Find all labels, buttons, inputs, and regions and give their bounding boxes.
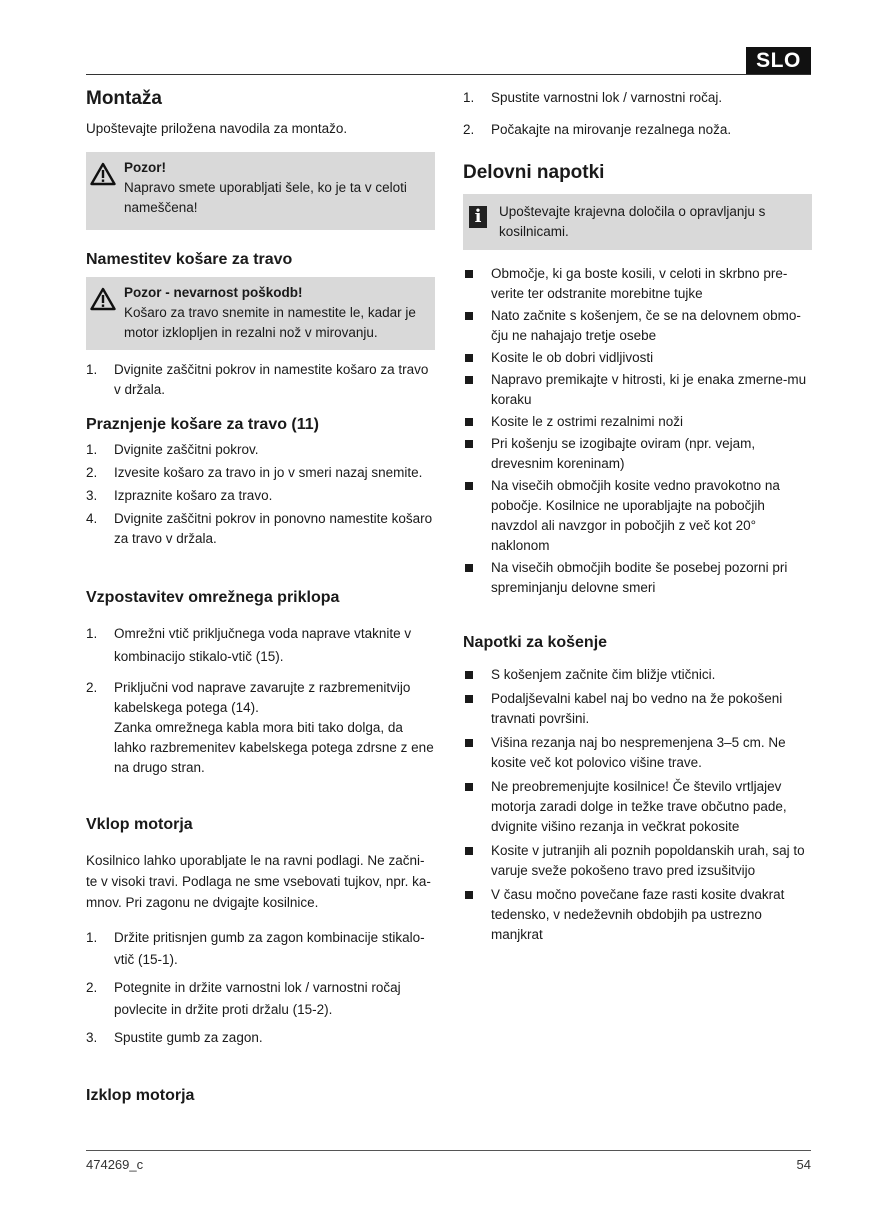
header-rule bbox=[86, 74, 811, 75]
info-icon: i bbox=[469, 206, 487, 228]
list-item: Pri košenju se izogibajte oviram (npr. vejam, drevesnim koreninam) bbox=[463, 434, 812, 474]
list-item: Višina rezanja naj bo nespremenjena 3–5 cm. Ne kosite več kot polovico višine trave. bbox=[463, 733, 812, 773]
delovni-list bbox=[463, 264, 812, 598]
list-item: Območje, ki ga boste kosili, v celoti in skrbno pre-verite ter odstranite morebitne tujke bbox=[463, 264, 812, 304]
bullet-icon bbox=[465, 847, 473, 855]
page-number: 54 bbox=[796, 1157, 811, 1172]
section-title-vklop: Vklop motorja bbox=[86, 816, 193, 833]
warning-text: Košaro za travo snemite in namestite le, kadar je motor izklopljen in rezalni nož v mirovanju. bbox=[124, 305, 416, 340]
vklop-steps bbox=[86, 927, 435, 1049]
list-item: Na visečih območjih kosite vedno pravokotno na pobočje. Kosilnice ne uporabljajte na pobočjih navzdol ali navzgor in pobočjih z več kot 20° naklonom bbox=[463, 476, 812, 556]
section-title-napotki: Napotki za košenje bbox=[463, 634, 608, 651]
list-item: 1. Spustite varnostni lok / varnostni ročaj. bbox=[463, 90, 723, 105]
bullet-icon bbox=[465, 418, 473, 426]
bullet-icon bbox=[465, 376, 473, 384]
list-item: 2. Potegnite in držite varnostni lok / varnostni ročaj povlecite in držite proti držalu (15-2). bbox=[86, 980, 401, 1017]
bullet-icon bbox=[465, 783, 473, 791]
bullet-icon bbox=[465, 739, 473, 747]
bullet-icon bbox=[465, 354, 473, 362]
document-code: 474269_c bbox=[86, 1157, 144, 1172]
list-item: 1. Dvignite zaščitni pokrov in namestite košaro za travo v držala. bbox=[86, 362, 429, 397]
bullet-icon bbox=[465, 482, 473, 490]
bullet-icon bbox=[465, 891, 473, 899]
list-item: 2. Izvesite košaro za travo in jo v smeri nazaj snemite. bbox=[86, 465, 423, 480]
list-item: Kosite v jutranjih ali poznih popoldanskih urah, saj to varuje sveže pokošeno travo pred izsušitvijo bbox=[463, 841, 812, 881]
list-item: 4. Dvignite zaščitni pokrov in ponovno namestite košaro za travo v držala. bbox=[86, 511, 433, 546]
bullet-icon bbox=[465, 695, 473, 703]
section-title-praznjenje: Praznjenje košare za travo (11) bbox=[86, 416, 319, 433]
list-item: Nato začnite s košenjem, če se na delovnem obmo-čju ne nahajajo tretje osebe bbox=[463, 306, 812, 346]
vzpostavitev-steps bbox=[86, 622, 435, 778]
list-item: Kosite le z ostrimi rezalnimi noži bbox=[463, 412, 812, 432]
warning-text: Napravo smete uporabljati šele, ko je ta v celoti nameščena! bbox=[124, 180, 407, 215]
list-item: 1. Omrežni vtič priključnega voda naprave vtaknite v kombinacijo stikalo-vtič (15). bbox=[86, 626, 412, 664]
list-item: V času močno povečane faze rasti kosite dvakrat tedensko, v nedeževnih obdobjih pa ustrezno manjkrat bbox=[463, 885, 812, 945]
section-title-izklop: Izklop motorja bbox=[86, 1087, 195, 1104]
language-badge: SLO bbox=[746, 47, 811, 75]
bullet-icon bbox=[465, 440, 473, 448]
list-item: 3. Spustite gumb za zagon. bbox=[86, 1030, 263, 1045]
bullet-icon bbox=[465, 270, 473, 278]
left-column bbox=[86, 88, 435, 1105]
warning-triangle-icon bbox=[90, 162, 116, 186]
info-text: Upoštevajte krajevna določila o opravljanju s kosilnicami. bbox=[499, 204, 766, 239]
list-item: 1. Dvignite zaščitni pokrov. bbox=[86, 442, 259, 457]
section-title-namestitev: Namestitev košare za travo bbox=[86, 251, 293, 268]
list-item: 3. Izpraznite košaro za travo. bbox=[86, 488, 273, 503]
section-title-delovni: Delovni napotki bbox=[463, 162, 605, 183]
list-item: Ne preobremenjujte kosilnice! Če število vrtljajev motorja zaradi dolge in težke trave občutno pade, dvignite višino rezanja in večkrat pokosite bbox=[463, 777, 812, 837]
right-column bbox=[463, 88, 812, 945]
bullet-icon bbox=[465, 671, 473, 679]
montaza-text: Upoštevajte priložena navodila za montažo. bbox=[86, 121, 348, 136]
warning-box-montaza bbox=[86, 152, 435, 230]
section-title-montaza: Montaža bbox=[86, 88, 162, 109]
list-item: 1. Držite pritisnjen gumb za zagon kombinacije stikalo-vtič (15-1). bbox=[86, 930, 425, 967]
warning-title: Pozor - nevarnost poškodb! bbox=[124, 285, 303, 300]
warning-box-namestitev bbox=[86, 277, 435, 350]
bullet-icon bbox=[465, 312, 473, 320]
list-item: 2. Priključni vod naprave zavarujte z razbremenitvijo kabelskega potega (14). Zanka omrežnega kabla mora biti tako dolga, da lahko razbremenitev kabelskega potega zdrsne z ene na drugo stran. bbox=[86, 680, 434, 775]
list-item: Podaljševalni kabel naj bo vedno na že pokošeni travnati površini. bbox=[463, 689, 812, 729]
footer-rule bbox=[86, 1150, 811, 1151]
namestitev-steps bbox=[86, 360, 435, 400]
napotki-list bbox=[463, 665, 812, 945]
izklop-steps bbox=[463, 88, 812, 140]
list-item: Napravo premikajte v hitrosti, ki je enaka zmerne-mu koraku bbox=[463, 370, 812, 410]
list-item: Na visečih območjih bodite še posebej pozorni pri spreminjanju delovne smeri bbox=[463, 558, 812, 598]
list-item: 2. Počakajte na mirovanje rezalnega noža. bbox=[463, 122, 732, 137]
vklop-text: Kosilnico lahko uporabljate le na ravni podlagi. Ne začni-te v visoki travi. Podlaga ne sme vsebovati tujkov, npr. ka-mnov. Pri zagonu ne dvigajte kosilnice. bbox=[86, 853, 431, 910]
list-item: S košenjem začnite čim bližje vtičnici. bbox=[463, 665, 812, 685]
section-title-vzpostavitev: Vzpostavitev omrežnega priklopa bbox=[86, 589, 340, 606]
info-box bbox=[463, 194, 812, 250]
warning-title: Pozor! bbox=[124, 160, 166, 175]
praznjenje-steps bbox=[86, 440, 435, 549]
warning-triangle-icon bbox=[90, 287, 116, 311]
list-item: Kosite le ob dobri vidljivosti bbox=[463, 348, 812, 368]
bullet-icon bbox=[465, 564, 473, 572]
